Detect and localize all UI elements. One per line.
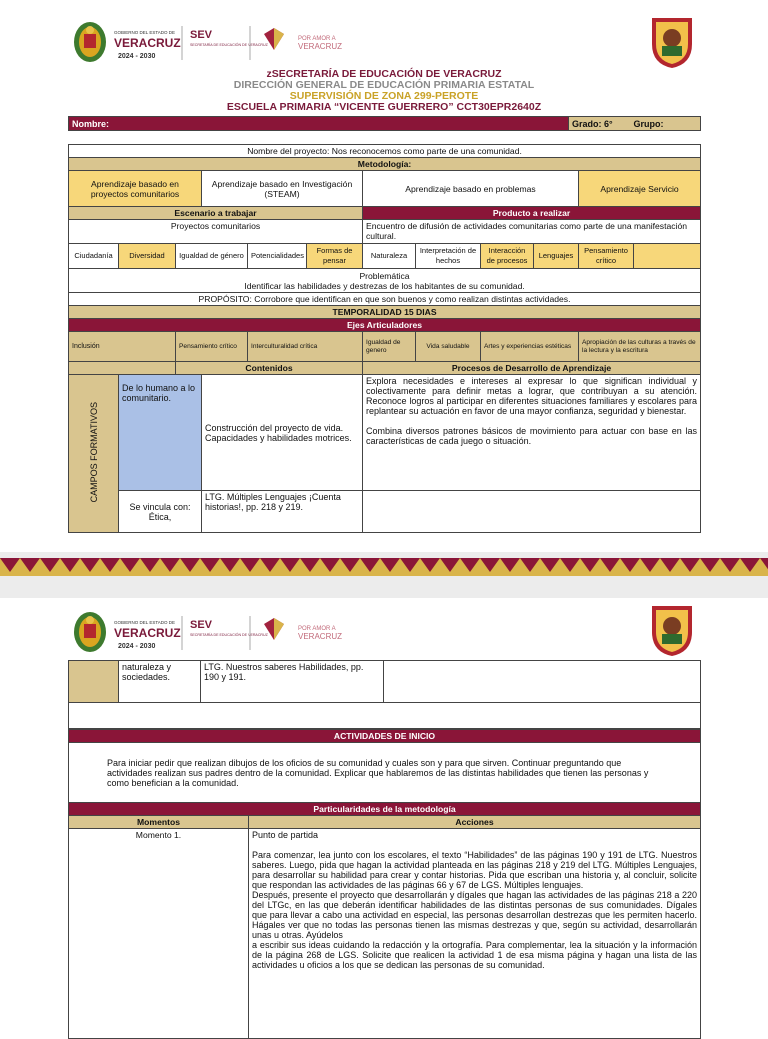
grado-label: Grado: 6° — [569, 117, 631, 131]
school-seal-icon — [648, 12, 696, 70]
sev-sub: SECRETARÍA DE EDUCACIÓN DE VERACRUZ — [190, 43, 268, 47]
value-diversidad: Diversidad — [119, 244, 176, 269]
eje-inclusion: Inclusión — [69, 332, 176, 362]
value-formas-pensar: Formas de pensar — [307, 244, 363, 269]
ltg-nuestros-saberes: LTG. Nuestros saberes Habilidades, pp. 190 y 191. — [201, 661, 384, 703]
school-seal-icon — [648, 600, 696, 658]
acciones-p3: a escribir sus ideas cuidando la redacción y la ortografía. Para complementar, lea la situación y la información de la página 268 de LGS. Solicite que realicen la actividad 1 de esa misma página y hagan una lista de las actividades u oficios a los que se dedican las personas de su comunidad. — [252, 940, 698, 970]
government-logos-2 — [72, 610, 362, 654]
procesos-text-1: Explora necesidades e intereses al expresar lo que significan individual y colectivamente para definir metas a lograr, que contribuyan a su atención. Reconoce logros al participar en diferentes situaciones familiares y escolares para replantear su actuación en favor de una mayor confianza, seguridad y bienestar. — [366, 376, 698, 416]
sev-label: SEV — [190, 29, 213, 41]
grupo-label: Grupo: — [631, 117, 701, 131]
svg-text:GOBIERNO DEL ESTADO DE: GOBIERNO DEL ESTADO DE — [114, 620, 176, 625]
contenidos-label: Contenidos — [176, 362, 363, 375]
procesos-text — [363, 375, 701, 491]
proposito: PROPÓSITO: Corrobore que identifican en que son buenos y como realizan distintas actividades. — [69, 293, 701, 306]
value-lenguajes: Lenguajes — [534, 244, 579, 269]
campo-humano: De lo humano a lo comunitario. — [119, 375, 202, 491]
decorative-triangle-stripe — [0, 558, 768, 576]
project-name: Nombre del proyecto: Nos reconocemos como parte de una comunidad. — [69, 145, 701, 158]
problematica-text: Identificar las habilidades y destrezas de los habitantes de su comunidad. — [244, 280, 525, 291]
svg-text:2024 - 2030: 2024 - 2030 — [118, 643, 156, 650]
value-ciudadania: Ciudadanía — [69, 244, 119, 269]
acciones-p2: Después, presente el proyecto que desarrollarán y dígales que hagan las actividades de las páginas 218 a 220 del LTGc, en las que deberán identificar habilidades de las distintas personas de sus comunidades. Dígales que para llevar a cabo una actividad en especial, las personas desarrollan destrezas que les permiten hacerlo. Hágales ver que no todas las personas tienen las mismas destrezas y que, según su actividad, desarrollarán unas u otras. Ayúdelos — [252, 890, 698, 940]
planning-table-continued — [68, 660, 701, 729]
value-igualdad: Igualdad de género — [176, 244, 248, 269]
problematica-label: Problemática — [359, 270, 410, 281]
ltg-multiples: LTG. Múltiples Lenguajes ¡Cuenta historias!, pp. 218 y 219. — [202, 491, 363, 533]
header-line-2: DIRECCIÓN GENERAL DE EDUCACIÓN PRIMARIA ESTATAL — [233, 79, 535, 91]
producto-value: Encuentro de difusión de actividades comunitarias como parte de una manifestación cultural. — [363, 220, 701, 244]
eje-apropiacion: Apropiación de las culturas a través de la lectura y la escritura — [579, 332, 701, 362]
svg-text:VERACRUZ: VERACRUZ — [298, 632, 343, 641]
escenario-value: Proyectos comunitarios — [69, 220, 363, 244]
svg-text:POR AMOR A: POR AMOR A — [298, 626, 336, 632]
punto-de-partida: Punto de partida — [252, 830, 319, 840]
momento-1: Momento 1. — [69, 829, 249, 1039]
gov-line2: VERACRUZ — [114, 36, 181, 50]
method-proyectos-comunitarios: Aprendizaje basado en proyectos comunitarios — [69, 171, 202, 207]
document-page-2 — [0, 598, 768, 1024]
government-logos — [72, 20, 362, 64]
svg-text:SECRETARÍA DE EDUCACIÓN DE VER: SECRETARÍA DE EDUCACIÓN DE VERACRUZ — [190, 633, 268, 637]
eje-artes: Artes y experiencias estéticas — [481, 332, 579, 362]
eje-interculturalidad: Interculturalidad crítica — [248, 332, 363, 362]
value-interpretacion: Interpretación de hechos — [416, 244, 481, 269]
producto-label: Producto a realizar — [363, 207, 701, 220]
acciones-momento-1 — [249, 829, 701, 1039]
vincula-cont: naturaleza y sociedades. — [119, 661, 201, 703]
activities-table — [68, 729, 701, 1039]
gov-line3: 2024 - 2030 — [118, 53, 156, 60]
nombre-label: Nombre: — [69, 117, 569, 131]
planning-table — [68, 144, 701, 533]
problematica — [69, 269, 701, 293]
procesos-label: Procesos de Desarrollo de Aprendizaje — [363, 362, 701, 375]
document-header — [0, 69, 768, 113]
campos-formativos-label: CAMPOS FORMATIVOS — [88, 402, 99, 503]
procesos-text-2: Combina diversos patrones básicos de movimiento para actuar con base en las características de cada juego o situación. — [366, 426, 698, 446]
method-steam: Aprendizaje basado en Investigación (STEAM) — [202, 171, 363, 207]
method-servicio: Aprendizaje Servicio — [579, 171, 701, 207]
escenario-label: Escenario a trabajar — [69, 207, 363, 220]
svg-text:SEV: SEV — [190, 619, 213, 631]
gov-line1: GOBIERNO DEL ESTADO DE — [114, 30, 176, 35]
method-problemas: Aprendizaje basado en problemas — [363, 171, 579, 207]
inicio-text: Para iniciar pedir que realizan dibujos de los oficios de su comunidad y cuales son y para que sirven. Continuar preguntando que actividades realizan sus padres dentro de la comunidad. Explicar que hablaremos de las distintas habilidades que tienen las personas y como benefician a la comunidad. — [69, 743, 701, 803]
header-line-1: zSECRETARÍA DE EDUCACIÓN DE VERACRUZ — [266, 68, 502, 80]
inicio-label: ACTIVIDADES DE INICIO — [69, 730, 701, 743]
eje-vida-saludable: Vida saludable — [416, 332, 481, 362]
eje-igualdad: Igualdad de genero — [363, 332, 416, 362]
value-potencialidades: Potencialidades — [248, 244, 307, 269]
eje-pensamiento-critico: Pensamiento crítico — [176, 332, 248, 362]
acciones-label: Acciones — [249, 816, 701, 829]
momentos-label: Momentos — [69, 816, 249, 829]
value-interaccion: Interacción de procesos — [481, 244, 534, 269]
ejes-label: Ejes Articuladores — [69, 319, 701, 332]
metodologia-label: Metodología: — [69, 158, 701, 171]
veracruz-shield-icon — [74, 612, 106, 652]
header-line-4: ESCUELA PRIMARIA “VICENTE GUERRERO” CCT30EPR2640Z — [226, 101, 542, 113]
campos-formativos-cell — [69, 375, 119, 533]
student-info-bar — [68, 116, 701, 131]
value-pensamiento-critico: Pensamiento crítico — [579, 244, 634, 269]
temporalidad: TEMPORALIDAD 15 DIAS — [69, 306, 701, 319]
vincula-label: Se vincula con: Ética, — [119, 491, 202, 533]
svg-text:VERACRUZ: VERACRUZ — [114, 626, 181, 640]
value-naturaleza: Naturaleza — [363, 244, 416, 269]
veracruz-shield-icon — [74, 22, 106, 62]
particularidades-label: Particularidades de la metodología — [69, 803, 701, 816]
acciones-p1: Para comenzar, lea junto con los escolares, el texto “Habilidades” de las páginas 190 y 191 de LTG. Nuestros saberes. Luego, pida que hagan la actividad planteada en las páginas 218 y 219 del LTG. Múltiples Lenguajes, para desarrollar su habilidad para crear y contar historias. Pida que escriban una historia y, al concluir, solicite que respondan las actividades de las páginas 66 y 67 de LGS. Múltiples lenguajes. — [252, 850, 698, 890]
contenido-text: Construcción del proyecto de vida. Capacidades y habilidades motrices. — [202, 375, 363, 491]
veracruz-label: VERACRUZ — [298, 42, 343, 51]
por-amor-label: POR AMOR A — [298, 36, 336, 42]
header-line-3: SUPERVISIÓN DE ZONA 299-PEROTE — [289, 90, 479, 102]
